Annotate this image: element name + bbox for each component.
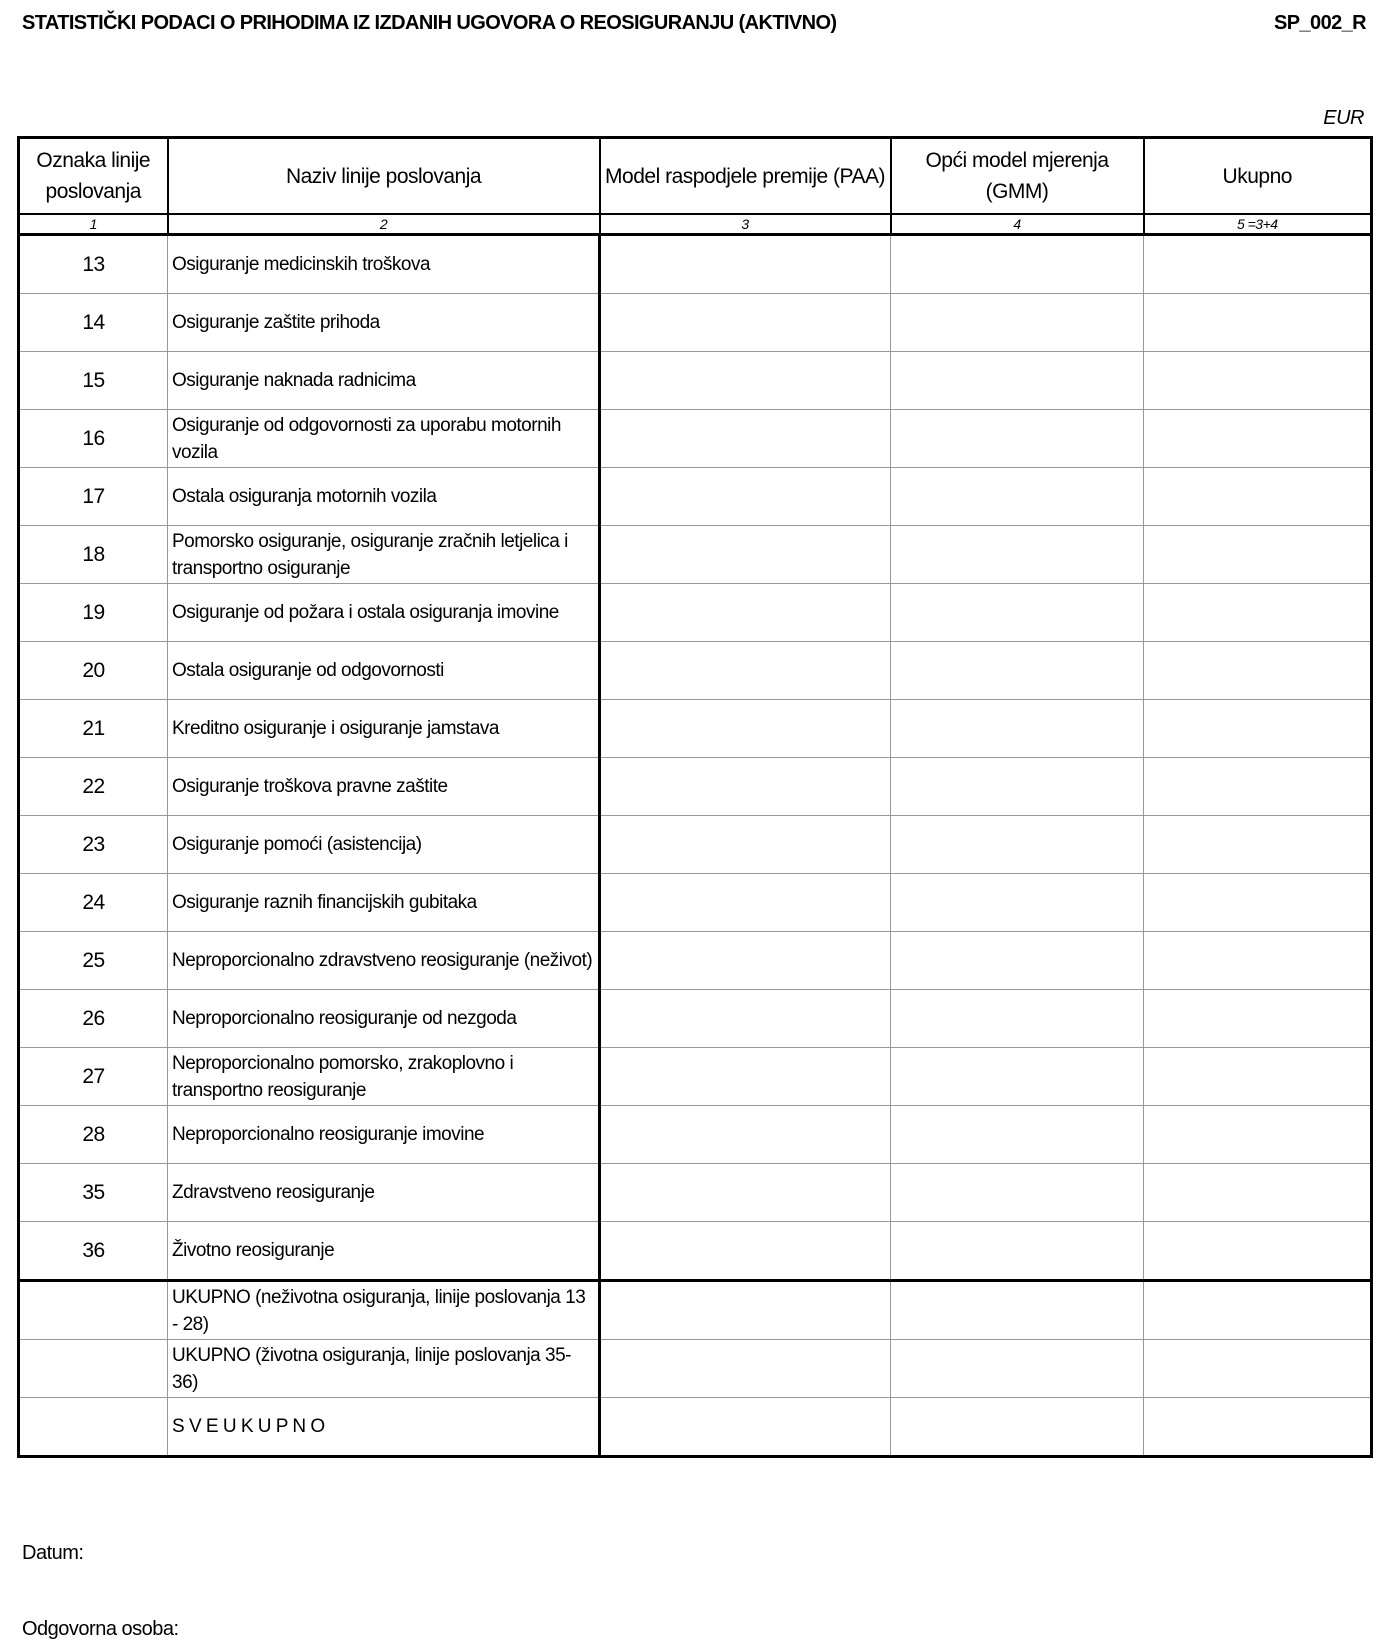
paa-cell[interactable] [600,642,891,700]
gmm-cell[interactable] [891,352,1144,410]
form-code: SP_002_R [1274,12,1366,34]
line-code: 28 [19,1106,168,1164]
line-name: Osiguranje medicinskih troškova [168,235,600,294]
paa-cell[interactable] [600,1340,891,1398]
gmm-cell[interactable] [891,642,1144,700]
total-row [19,1398,1372,1457]
gmm-cell[interactable] [891,1340,1144,1398]
total-cell[interactable] [1144,1164,1372,1222]
line-name: S V E U K U P N O [168,1398,600,1457]
paa-cell[interactable] [600,468,891,526]
line-name: Osiguranje od odgovornosti za uporabu motornih vozila [168,410,600,468]
paa-cell[interactable] [600,816,891,874]
gmm-cell[interactable] [891,1222,1144,1281]
line-name: Neproporcionalno zdravstveno reosiguranje (neživot) [168,932,600,990]
gmm-cell[interactable] [891,700,1144,758]
line-code: 25 [19,932,168,990]
line-code: 16 [19,410,168,468]
gmm-cell[interactable] [891,1281,1144,1340]
table-row [19,874,1372,932]
revenue-table [17,136,1373,1458]
paa-cell[interactable] [600,1281,891,1340]
line-code [19,1281,168,1340]
table-row [19,1164,1372,1222]
paa-cell[interactable] [600,1048,891,1106]
table-row [19,352,1372,410]
total-cell[interactable] [1144,932,1372,990]
line-code [19,1398,168,1457]
total-cell[interactable] [1144,990,1372,1048]
total-row [19,1340,1372,1398]
line-code: 18 [19,526,168,584]
line-name: Životno reosiguranje [168,1222,600,1281]
gmm-cell[interactable] [891,1398,1144,1457]
paa-cell[interactable] [600,1222,891,1281]
table-row [19,700,1372,758]
total-cell[interactable] [1144,235,1372,294]
paa-cell[interactable] [600,700,891,758]
total-cell[interactable] [1144,1222,1372,1281]
total-cell[interactable] [1144,1398,1372,1457]
total-cell[interactable] [1144,1281,1372,1340]
line-code: 35 [19,1164,168,1222]
gmm-cell[interactable] [891,1048,1144,1106]
table-row [19,1106,1372,1164]
line-name: Osiguranje troškova pravne zaštite [168,758,600,816]
line-name: Osiguranje od požara i ostala osiguranja imovine [168,584,600,642]
paa-cell[interactable] [600,1398,891,1457]
paa-cell[interactable] [600,758,891,816]
paa-cell[interactable] [600,1106,891,1164]
total-cell[interactable] [1144,1106,1372,1164]
column-header: Naziv linije poslovanja [168,138,600,215]
column-header: Model raspodjele premije (PAA) [600,138,891,215]
table-row [19,990,1372,1048]
line-code: 36 [19,1222,168,1281]
line-name: UKUPNO (neživotna osiguranja, linije poslovanja 13 - 28) [168,1281,600,1340]
line-name: Neproporcionalno pomorsko, zrakoplovno i transportno reosiguranje [168,1048,600,1106]
line-name: Kreditno osiguranje i osiguranje jamstava [168,700,600,758]
total-cell[interactable] [1144,758,1372,816]
table-row [19,468,1372,526]
table-row [19,758,1372,816]
table-row [19,816,1372,874]
gmm-cell[interactable] [891,1164,1144,1222]
total-cell[interactable] [1144,352,1372,410]
total-cell[interactable] [1144,468,1372,526]
gmm-cell[interactable] [891,990,1144,1048]
total-cell[interactable] [1144,642,1372,700]
line-code: 24 [19,874,168,932]
line-name: Osiguranje pomoći (asistencija) [168,816,600,874]
line-code: 22 [19,758,168,816]
gmm-cell[interactable] [891,294,1144,352]
line-code: 26 [19,990,168,1048]
line-name: Ostala osiguranje od odgovornosti [168,642,600,700]
gmm-cell[interactable] [891,526,1144,584]
total-cell[interactable] [1144,700,1372,758]
line-code: 13 [19,235,168,294]
table-row [19,526,1372,584]
paa-cell[interactable] [600,874,891,932]
total-cell[interactable] [1144,526,1372,584]
table-row [19,1048,1372,1106]
column-number: 1 [19,214,168,235]
line-name: Neproporcionalno reosiguranje imovine [168,1106,600,1164]
total-cell[interactable] [1144,1340,1372,1398]
table-row [19,932,1372,990]
line-code: 17 [19,468,168,526]
line-name: Zdravstveno reosiguranje [168,1164,600,1222]
line-code: 15 [19,352,168,410]
line-name: UKUPNO (životna osiguranja, linije poslovanja 35-36) [168,1340,600,1398]
total-cell[interactable] [1144,816,1372,874]
column-header: Oznaka linije poslovanja [19,138,168,215]
total-cell[interactable] [1144,584,1372,642]
total-cell[interactable] [1144,294,1372,352]
total-cell[interactable] [1144,874,1372,932]
paa-cell[interactable] [600,932,891,990]
line-code: 27 [19,1048,168,1106]
paa-cell[interactable] [600,990,891,1048]
total-cell[interactable] [1144,410,1372,468]
column-header: Ukupno [1144,138,1372,215]
gmm-cell[interactable] [891,1106,1144,1164]
total-cell[interactable] [1144,1048,1372,1106]
date-label: Datum: [22,1542,84,1564]
line-name: Osiguranje zaštite prihoda [168,294,600,352]
gmm-cell[interactable] [891,758,1144,816]
paa-cell[interactable] [600,526,891,584]
line-code: 14 [19,294,168,352]
paa-cell[interactable] [600,1164,891,1222]
page-title: STATISTIČKI PODACI O PRIHODIMA IZ IZDANIH UGOVORA O REOSIGURANJU (AKTIVNO) [22,12,837,34]
table-row [19,642,1372,700]
gmm-cell[interactable] [891,932,1144,990]
column-number: 4 [891,214,1144,235]
column-number: 5 =3+4 [1144,214,1372,235]
column-number: 3 [600,214,891,235]
total-row [19,1281,1372,1340]
paa-cell[interactable] [600,294,891,352]
gmm-cell[interactable] [891,468,1144,526]
table-row [19,235,1372,294]
line-name: Neproporcionalno reosiguranje od nezgoda [168,990,600,1048]
line-code: 19 [19,584,168,642]
gmm-cell[interactable] [891,874,1144,932]
paa-cell[interactable] [600,352,891,410]
line-code: 23 [19,816,168,874]
line-name: Osiguranje raznih financijskih gubitaka [168,874,600,932]
gmm-cell[interactable] [891,816,1144,874]
column-number: 2 [168,214,600,235]
responsible-person-label: Odgovorna osoba: [22,1618,179,1640]
table-row [19,1222,1372,1281]
paa-cell[interactable] [600,584,891,642]
paa-cell[interactable] [600,235,891,294]
gmm-cell[interactable] [891,235,1144,294]
gmm-cell[interactable] [891,410,1144,468]
column-header: Opći model mjerenja (GMM) [891,138,1144,215]
line-code: 20 [19,642,168,700]
line-code: 21 [19,700,168,758]
line-code [19,1340,168,1398]
table-row [19,410,1372,468]
line-name: Pomorsko osiguranje, osiguranje zračnih letjelica i transportno osiguranje [168,526,600,584]
gmm-cell[interactable] [891,584,1144,642]
table-row [19,584,1372,642]
table-row [19,294,1372,352]
paa-cell[interactable] [600,410,891,468]
line-name: Osiguranje naknada radnicima [168,352,600,410]
line-name: Ostala osiguranja motornih vozila [168,468,600,526]
currency-label: EUR [1323,107,1364,129]
